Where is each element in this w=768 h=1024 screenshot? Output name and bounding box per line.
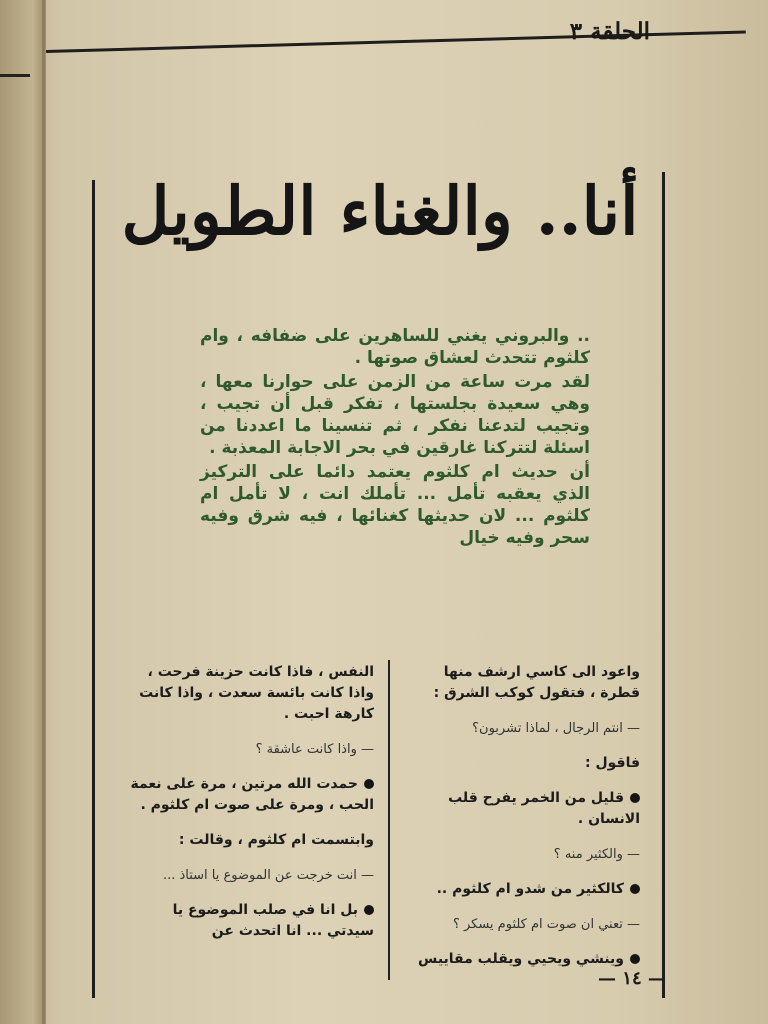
paragraph: النفس ، فاذا كانت حزينة فرحت ، واذا كانت بائسة سعدت ، واذا كانت كارهة احبت .	[139, 664, 374, 722]
answer-text: وينشي ويحيي ويقلب مقاييس	[418, 951, 624, 967]
spine-line	[42, 0, 45, 1024]
answer-text: حمدت الله مرتين ، مرة على نعمة الحب ، ومرة على صوت ام كلثوم .	[130, 776, 374, 813]
paragraph: وابتسمت ام كلثوم ، وقالت :	[178, 832, 374, 848]
left-column	[128, 662, 374, 956]
answer-text: بل انا في صلب الموضوع يا سيدتي ... انا اتحدث عن	[172, 902, 374, 939]
answer-bullet	[400, 949, 640, 970]
answer-text: قليل من الخمر يفرح قلب الانسان .	[448, 790, 640, 827]
answer-text: كالكثير من شدو ام كلثوم ..	[436, 881, 624, 897]
frame-right-border	[662, 172, 665, 998]
question: — انتم الرجال ، لماذا تشربون؟	[472, 721, 640, 736]
paragraph: واعود الى كاسي ارشف منها قطرة ، فتقول كوكب الشرق :	[433, 664, 640, 701]
question: — انت خرجت عن الموضوع يا استاذ ...	[162, 868, 374, 883]
answer-bullet	[400, 879, 640, 900]
left-page-rule	[0, 74, 30, 77]
bullet-icon	[630, 884, 640, 894]
episode-label: الحلقة ٣	[569, 18, 650, 45]
article-title: أنا.. والغناء الطويل	[121, 172, 639, 250]
page-number: — ١٤ —	[598, 968, 666, 989]
answer-bullet	[128, 900, 374, 942]
answer-bullet	[400, 788, 640, 830]
bullet-icon	[630, 954, 640, 964]
bullet-icon	[364, 905, 374, 915]
right-column	[400, 662, 640, 984]
question: — تعني ان صوت ام كلثوم يسكر ؟	[452, 917, 640, 932]
paragraph: فاقول :	[585, 755, 640, 771]
bullet-icon	[364, 779, 374, 789]
frame-left-border	[92, 180, 95, 998]
intro-paragraph-2: لقد مرت ساعة من الزمن على حوارنا معها ، وهي سعيدة بجلستها ، تفكر قبل أن تجيب ، وتجيب لتدعنا نفكر ، ثم تنسينا ما اعددنا من اسئلة لتتركنا غارقين في بحر الاجابة المعذبة .	[200, 372, 590, 458]
column-divider	[388, 660, 390, 980]
left-page-edge	[0, 0, 46, 1024]
question: — والكثير منه ؟	[553, 847, 640, 862]
intro-text	[200, 325, 590, 551]
question: — واذا كانت عاشقة ؟	[255, 742, 374, 757]
intro-paragraph-1: .. والبروني يغني للساهرين على ضفافه ، وام كلثوم تتحدث لعشاق صوتها .	[200, 326, 590, 368]
answer-bullet	[128, 774, 374, 816]
bullet-icon	[630, 793, 640, 803]
intro-paragraph-3: أن حديث ام كلثوم يعتمد دائما على التركيز الذي يعقبه تأمل ... تأملك انت ، لا تأمل ام كلثوم ... لان حديثها كغنائها ، فيه شرق وفيه سحر وفيه خيال	[200, 462, 590, 548]
